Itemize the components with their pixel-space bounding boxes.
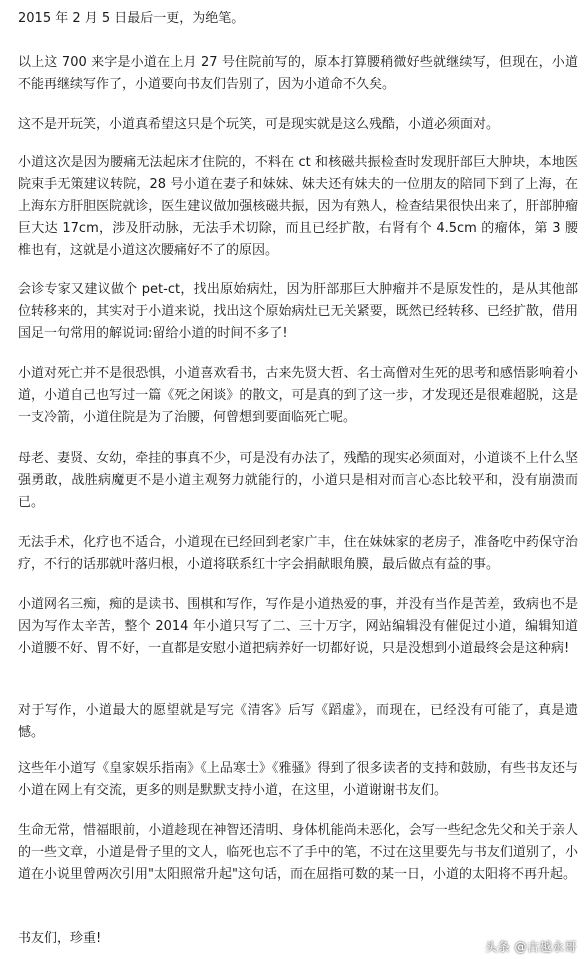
paragraph-3: 这不是开玩笑，小道真希望这只是个玩笑，可是现实就是这么残酷，小道必须面对。 [18, 117, 500, 132]
paragraph-1: 2015 年 2 月 5 日最后一更，为绝笔。 [18, 11, 245, 26]
paragraph-13: 书友们，珍重! [18, 931, 102, 946]
watermark-label: 头条 @古越永哥 [485, 940, 577, 954]
paragraph-8: 无法手术，化疗也不适合，小道现在已经回到老家广丰，住在妹妹家的老房子，准备吃中药保守治疗，不行的话那就叶落归根，小道将联系红十字会捐献眼角膜，最后做点有益的事。 [18, 535, 578, 572]
paragraph-4: 小道这次是因为腰痛无法起床才住院的，不料在 ct 和核磁共振检查时发现肝部巨大肿块，本地医院束手无策建议转院，28 号小道在妻子和妹妹、妹夫还有妹夫的一位朋友的陪同下到了上海，在上海东方肝胆医院就诊，医生建议做加强核磁共振，因为有熟人，检查结果很快出来了，肝部肿瘤巨大达 17cm，涉及肝动脉，无法手术切除，而且已经扩散，右肾有个 4.5cm 的瘤体，第 3 腰椎也有，这就是小道这次腰痛好不了的原因。 [18, 155, 578, 258]
paragraph-2: 以上这 700 来字是小道在上月 27 号住院前写的，原本打算腰稍微好些就继续写，但现在，小道不能再继续写作了，小道要向书友们告别了，因为小道命不久矣。 [18, 55, 578, 92]
paragraph-6: 小道对死亡并不是很恐惧，小道喜欢看书，古来先贤大哲、名士高僧对生死的思考和感悟影响着小道，小道自己也写过一篇《死之闲谈》的散文，可是真的到了这一步，才发现还是很难超脱，这是一支冷箭，小道住院是为了治腰，何曾想到要面临死亡呢。 [18, 366, 578, 425]
paragraph-12: 生命无常，惜福眼前，小道趁现在神智还清明、身体机能尚未恶化，会写一些纪念先父和关于亲人的一些文章，小道是骨子里的文人，临死也忘不了手中的笔，不过在这里要先与书友们道别了，小道在小说里曾两次引用"太阳照常升起"这句话，而在屈指可数的某一日，小道的太阳将不再升起。 [18, 823, 578, 882]
paragraph-10: 对于写作，小道最大的愿望就是写完《清客》后写《蹈虚》，而现在，已经没有可能了，真是遗憾。 [18, 703, 578, 740]
paragraph-5: 会诊专家又建议做个 pet-ct，找出原始病灶，因为肝部那巨大肿瘤并不是原发性的，是从其他部位转移来的，其实对于小道来说，找出这个原始病灶已无关紧要，既然已经转移、已经扩散，借用国足一句常用的解说词:留给小道的时间不多了! [18, 282, 578, 341]
paragraph-11: 这些年小道写《皇家娱乐指南》《上品寒士》《雅骚》得到了很多读者的支持和鼓励，有些书友还与小道在网上有交流，更多的则是默默支持小道，在这里，小道谢谢书友们。 [18, 761, 578, 798]
paragraph-7: 母老、妻贤、女幼，牵挂的事真不少，可是没有办法了，残酷的现实必须面对，小道谈不上什么坚强勇敢，战胜病魔更不是小道主观努力就能行的，小道只是相对而言心态比较平和，没有崩溃而已。 [18, 451, 578, 510]
paragraph-9: 小道网名三痴，痴的是读书、围棋和写作，写作是小道热爱的事，并没有当作是苦差，致病也不是因为写作太辛苦，整个 2014 年小道只写了二、三十万字，网站编辑没有催促过小道，编辑知道小道腰不好、胃不好，一直都是安慰小道把病养好一切都好说，只是没想到小道最终会是这种病! [18, 597, 578, 656]
